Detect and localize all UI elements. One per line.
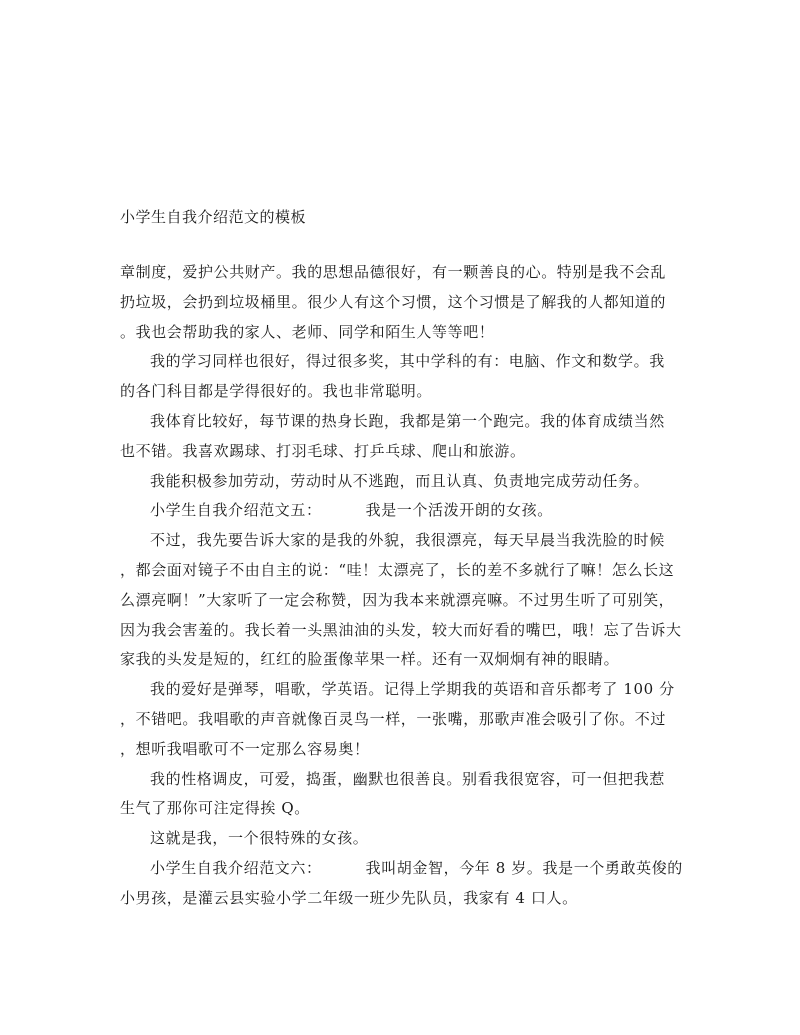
text-line: ，想听我唱歌可不一定那么容易奥！	[120, 739, 370, 758]
text-line: 生气了那你可注定得挨 Q。	[120, 799, 310, 818]
text-line: 章制度，爱护公共财产。我的思想品德很好，有一颗善良的心。特别是我不会乱	[120, 263, 667, 281]
section-heading: 小学生自我介绍范文六：	[150, 858, 322, 877]
text-line: 。我也会帮助我的家人、老师、同学和陌生人等等吧！	[120, 322, 495, 341]
text-line: 因为我会害羞的。我长着一头黑油油的头发，较大而好看的嘴巴，哦！忘了告诉大	[120, 620, 682, 639]
section-first-sentence: 我是一个活泼开朗的女孩。	[365, 501, 553, 520]
paragraph-start-line: 我体育比较好，每节课的热身长跑，我都是第一个跑完。我的体育成绩当然	[150, 411, 665, 430]
text-line: 家我的头发是短的，红红的脸蛋像苹果一样。还有一双炯炯有神的眼睛。	[120, 650, 620, 669]
paragraph-start-line: 我的爱好是弹琴，唱歌，学英语。记得上学期我的英语和音乐都考了 100 分	[150, 680, 675, 699]
text-line: 扔垃圾，会扔到垃圾桶里。很少人有这个习惯，这个习惯是了解我的人都知道的	[120, 292, 667, 311]
paragraph-start-line: 这就是我，一个很特殊的女孩。	[150, 829, 369, 848]
paragraph-start-line: 不过，我先要告诉大家的是我的外貌，我很漂亮，每天早晨当我洗脸的时候	[150, 531, 665, 550]
text-line: 小男孩，是灌云县实验小学二年级一班少先队员，我家有 4 口人。	[120, 888, 578, 907]
text-line: ，不错吧。我唱歌的声音就像百灵鸟一样，一张嘴，那歌声准会吸引了你。不过	[120, 709, 667, 728]
text-line: ，都会面对镜子不由自主的说：“哇！太漂亮了，长的差不多就行了嘛！怎么长这	[120, 560, 675, 579]
section-heading-line	[120, 854, 683, 884]
paragraph-start-line: 我能积极参加劳动，劳动时从不逃跑，而且认真、负责地完成劳动任务。	[150, 471, 650, 490]
section-first-sentence: 我叫胡金智，今年 8 岁。我是一个勇敢英俊的	[365, 858, 683, 877]
document-title: 小学生自我介绍范文的模板	[120, 208, 307, 226]
section-heading-line	[120, 496, 680, 526]
text-line: 也不错。我喜欢踢球、打羽毛球、打乒乓球、爬山和旅游。	[120, 441, 526, 460]
text-line: 么漂亮啊！”大家听了一定会称赞，因为我本来就漂亮嘛。不过男生听了可别笑，	[120, 590, 675, 609]
text-line: 的各门科目都是学得很好的。我也非常聪明。	[120, 382, 433, 401]
section-heading: 小学生自我介绍范文五：	[150, 501, 322, 520]
paragraph-start-line: 我的性格调皮，可爱，捣蛋，幽默也很善良。别看我很宽容，可一但把我惹	[150, 769, 665, 788]
document-body	[120, 258, 683, 914]
paragraph-start-line: 我的学习同样也很好，得过很多奖，其中学科的有：电脑、作文和数学。我	[150, 352, 665, 371]
